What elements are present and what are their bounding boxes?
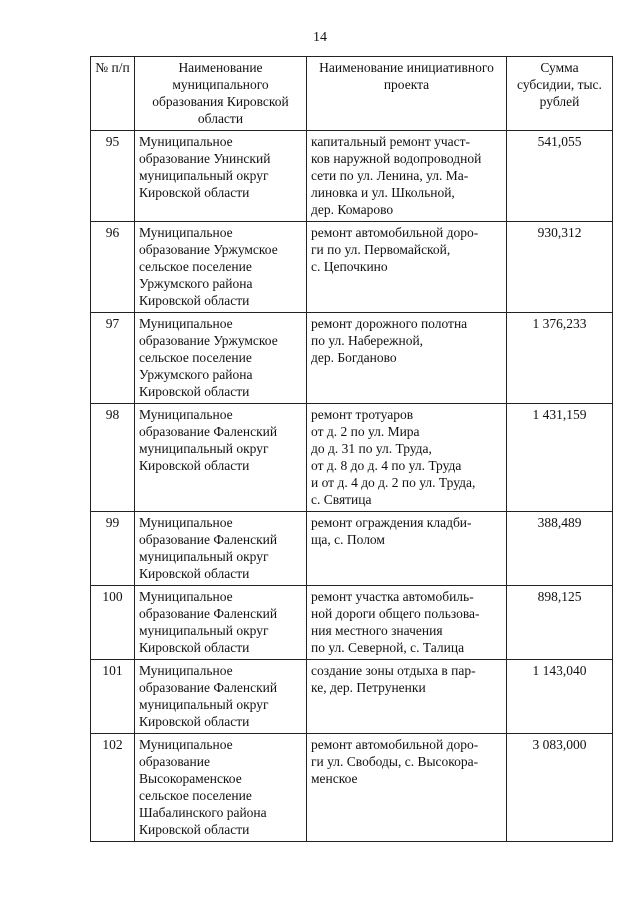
- row-project: ремонт автомобильной доро- ги по ул. Первомайской, с. Цепочкино: [307, 222, 507, 313]
- row-project: ремонт участка автомобиль- ной дороги общего пользова- ния местного значения по ул. Северной, с. Талица: [307, 586, 507, 660]
- table-header-row: [91, 57, 613, 131]
- row-sum: 1 143,040: [507, 660, 613, 734]
- row-sum: 898,125: [507, 586, 613, 660]
- row-project: ремонт автомобильной доро- ги ул. Свободы, с. Высокора- менское: [307, 734, 507, 842]
- row-municipality: Муниципальное образование Уржумское сельское поселение Уржумского района Кировской области: [135, 313, 307, 404]
- page-number: 14: [313, 30, 327, 45]
- row-municipality: Муниципальное образование Унинский муниципальный округ Кировской области: [135, 131, 307, 222]
- table-row: [91, 404, 613, 512]
- row-municipality: Муниципальное образование Фаленский муниципальный округ Кировской области: [135, 404, 307, 512]
- row-project: ремонт дорожного полотна по ул. Набережной, дер. Богданово: [307, 313, 507, 404]
- row-sum: 1 431,159: [507, 404, 613, 512]
- row-project: ремонт тротуаров от д. 2 по ул. Мира до д. 31 по ул. Труда, от д. 8 до д. 4 по ул. Труда и от д. 4 до д. 2 по ул. Труда, с. Святица: [307, 404, 507, 512]
- row-number: 96: [91, 222, 135, 313]
- header-municipality: Наименование муниципального образования Кировской области: [135, 57, 307, 131]
- row-number: 97: [91, 313, 135, 404]
- header-number: № п/п: [91, 57, 135, 131]
- row-sum: 3 083,000: [507, 734, 613, 842]
- row-municipality: Муниципальное образование Уржумское сельское поселение Уржумского района Кировской области: [135, 222, 307, 313]
- subsidies-table: [90, 56, 613, 842]
- row-municipality: Муниципальное образование Фаленский муниципальный округ Кировской области: [135, 512, 307, 586]
- row-project: капитальный ремонт участ- ков наружной водопроводной сети по ул. Ленина, ул. Ма- линовка и ул. Школьной, дер. Комарово: [307, 131, 507, 222]
- row-number: 101: [91, 660, 135, 734]
- table-row: [91, 660, 613, 734]
- row-project: ремонт ограждения кладби- ща, с. Полом: [307, 512, 507, 586]
- row-number: 99: [91, 512, 135, 586]
- table-row: [91, 512, 613, 586]
- row-sum: 930,312: [507, 222, 613, 313]
- header-sum: Сумма субсидии, тыс. рублей: [507, 57, 613, 131]
- row-municipality: Муниципальное образование Высокораменское сельское поселение Шабалинского района Кировской области: [135, 734, 307, 842]
- table-row: [91, 222, 613, 313]
- row-project: создание зоны отдыха в пар- ке, дер. Петруненки: [307, 660, 507, 734]
- row-number: 95: [91, 131, 135, 222]
- table-row: [91, 734, 613, 842]
- row-sum: 1 376,233: [507, 313, 613, 404]
- row-number: 98: [91, 404, 135, 512]
- row-sum: 388,489: [507, 512, 613, 586]
- row-number: 100: [91, 586, 135, 660]
- header-project: Наименование инициативного проекта: [307, 57, 507, 131]
- row-number: 102: [91, 734, 135, 842]
- row-sum: 541,055: [507, 131, 613, 222]
- row-municipality: Муниципальное образование Фаленский муниципальный округ Кировской области: [135, 660, 307, 734]
- table-row: [91, 313, 613, 404]
- table-row: [91, 131, 613, 222]
- table-row: [91, 586, 613, 660]
- row-municipality: Муниципальное образование Фаленский муниципальный округ Кировской области: [135, 586, 307, 660]
